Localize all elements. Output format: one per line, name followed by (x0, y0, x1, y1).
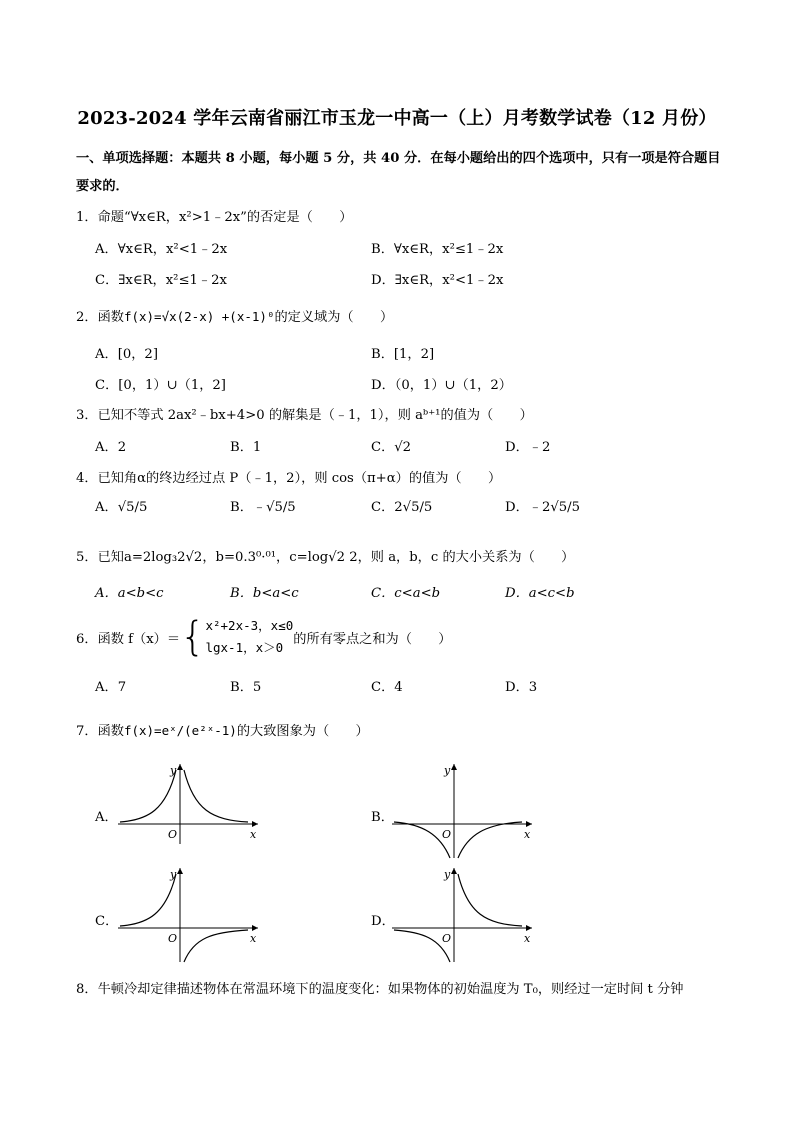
y-label: y (444, 868, 451, 881)
page-title: 2023-2024 学年云南省丽江市玉龙一中高一（上）月考数学试卷（12 月份） (77, 108, 717, 129)
q3-option-b: B．1 (230, 440, 262, 455)
q7-graph-d (392, 864, 542, 964)
question-5-stem: 5．已知a=2log₃2√2，b=0.3⁰·⁰¹，c=log√2 2，则 a，b，c 的大小关系为（ ） (76, 550, 575, 565)
q5-option-a: A．a<b<c (95, 586, 164, 601)
q7-option-c-label: C． (95, 914, 119, 929)
q3-option-d: D．﹣2 (505, 440, 551, 455)
question-8-stem: 8．牛顿冷却定律描述物体在常温环境下的温度变化：如果物体的初始温度为 T₀，则经过一定时间 t 分钟 (76, 982, 684, 997)
origin-label: O (442, 828, 452, 841)
q7-graph-c (118, 864, 268, 964)
question-7-stem (76, 720, 369, 739)
q4-option-c: C．2√5/5 (371, 500, 433, 515)
q2-suffix: 的定义域为（ ） (274, 310, 394, 325)
origin-label: O (442, 932, 452, 945)
q6-prefix: 6．函数 f（x）＝ (76, 631, 181, 647)
q4-option-a: A．√5/5 (95, 500, 148, 515)
q6-option-d: D．3 (505, 680, 538, 695)
q6-case-1: x²+2x-3，x≤0 (205, 618, 294, 633)
q3-option-c: C．√2 (371, 440, 412, 455)
curve-right (458, 874, 522, 926)
question-6-stem (76, 612, 452, 662)
curve-right (184, 930, 248, 962)
q1-option-a: A．∀x∈R，x²<1﹣2x (95, 242, 228, 257)
x-label: x (524, 828, 531, 841)
q7-prefix: 7．函数 (76, 724, 124, 739)
q5-option-d: D．a<c<b (505, 586, 575, 601)
q7-option-b-label: B． (371, 810, 394, 825)
q1-option-b: B．∀x∈R，x²≤1﹣2x (371, 242, 504, 257)
q6-case-2: lgx-1，x＞0 (205, 640, 284, 655)
x-label: x (524, 932, 531, 945)
x-label: x (250, 932, 257, 945)
q6-option-a: A．7 (95, 680, 127, 695)
curve-left (120, 874, 176, 926)
y-axis-arrow (177, 764, 183, 770)
curve-right (458, 822, 522, 858)
x-axis-arrow (252, 821, 258, 827)
q2-option-a: A．[0，2] (95, 347, 158, 362)
x-label: x (250, 828, 257, 841)
question-3-stem: 3．已知不等式 2ax²﹣bx+4>0 的解集是（﹣1，1），则 aᵇ⁺¹的值为（ ） (76, 408, 533, 423)
q1-option-c: C．∃x∈R，x²≤1﹣2x (95, 273, 227, 288)
q6-suffix: 的所有零点之和为（ ） (293, 631, 452, 647)
q7-graph-a (118, 760, 268, 845)
q4-option-b: B．﹣√5/5 (230, 500, 296, 515)
q7-suffix: 的大致图象为（ ） (236, 724, 369, 739)
section-heading: 一、单项选择题：本题共 8 小题，每小题 5 分，共 40 分．在每小题给出的四个选项中，只有一项是符合题目要求的． (76, 151, 721, 194)
q6-option-b: B．5 (230, 680, 262, 695)
question-4-stem: 4．已知角α的终边经过点 P（﹣1，2），则 cos（π+α）的值为（ ） (76, 471, 502, 486)
y-label: y (170, 764, 177, 777)
q1-option-d: D．∃x∈R，x²<1﹣2x (371, 273, 504, 288)
origin-label: O (168, 932, 178, 945)
q2-option-b: B．[1，2] (371, 347, 435, 362)
q7-option-d-label: D． (371, 914, 395, 929)
x-axis-arrow (526, 925, 532, 931)
curve-left (120, 770, 176, 822)
q2-prefix: 2．函数 (76, 310, 124, 325)
q7-function: f(x)=eˣ/(e²ˣ-1) (123, 723, 237, 738)
question-1-stem: 1．命题“∀x∈R，x²>1﹣2x”的否定是（ ） (76, 210, 353, 225)
curve-right (184, 770, 248, 822)
y-axis-arrow (451, 868, 457, 874)
q2-function: f(x)=√x(2-x) +(x-1)⁰ (123, 309, 275, 324)
q7-option-a-label: A． (95, 810, 118, 825)
y-label: y (170, 868, 177, 881)
origin-label: O (168, 828, 178, 841)
x-axis-arrow (252, 925, 258, 931)
q6-cases (205, 615, 293, 659)
q4-option-d: D．﹣2√5/5 (505, 500, 580, 515)
question-2-stem (76, 306, 393, 325)
y-axis-arrow (451, 764, 457, 770)
q3-option-a: A．2 (95, 440, 127, 455)
q2-option-c: C．[0，1）∪（1，2] (95, 378, 226, 393)
q6-option-c: C．4 (371, 680, 403, 695)
q5-option-b: B．b<a<c (230, 586, 299, 601)
brace-symbol: { (180, 614, 206, 660)
y-axis-arrow (177, 868, 183, 874)
q5-option-c: C．c<a<b (371, 586, 441, 601)
q7-graph-b (392, 760, 542, 860)
q2-option-d: D．（0，1）∪（1，2） (371, 378, 512, 393)
x-axis-arrow (526, 821, 532, 827)
y-label: y (444, 764, 451, 777)
